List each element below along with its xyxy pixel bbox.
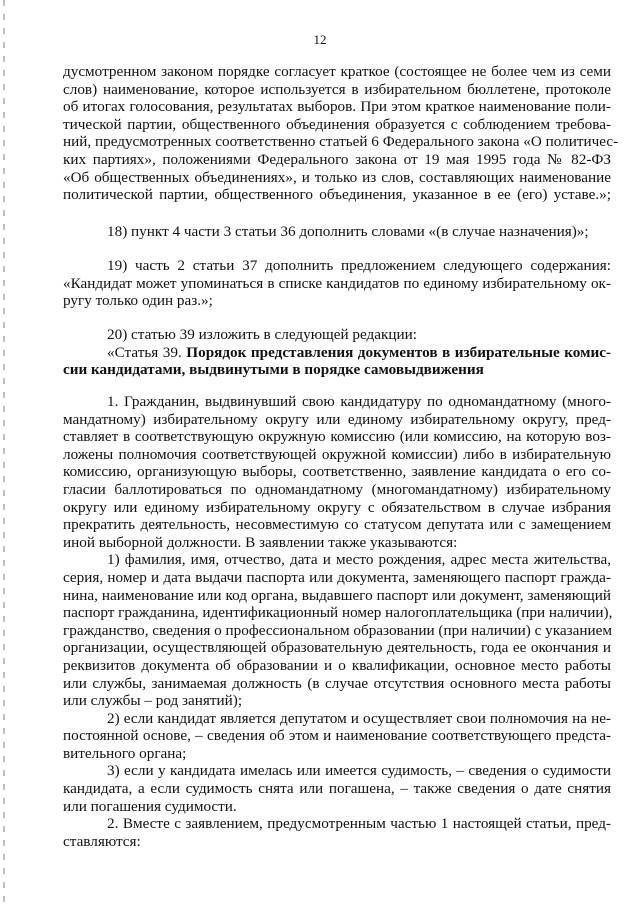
text-line: иной выборной должности. В заявлении также указываются:	[63, 533, 458, 551]
text-line: 1) фамилия, имя, отчество, дата и место рождения, адрес места жительства,	[107, 551, 611, 569]
text-line: об итогах голосования, результатах выборов. При этом краткое наименование поли-	[63, 98, 611, 116]
text-line: паспорт гражданина, идентификационный номер налогоплательщика (при наличии),	[63, 604, 613, 622]
text-line: мандатному) избирательному округу или единому избирательному округу, пред-	[63, 410, 611, 428]
article-heading-line	[63, 361, 611, 379]
amendment-item-19	[63, 257, 611, 310]
article-label: «Статья 39.	[107, 343, 187, 361]
text-line: 20) статью 39 изложить в следующей редакции:	[107, 326, 417, 343]
text-line: нина, наименование или код органа, выдавшего паспорт или документ, заменяющий	[63, 586, 611, 604]
scan-edge-mark	[3, 0, 5, 905]
text-line: прекратить деятельность, несовместимую со статусом депутата или с замещением	[63, 516, 611, 534]
text-line: или службы, занимаемая должность (в случае отсутствия основного места работы	[63, 674, 611, 692]
text-line: слов) наименование, которое используется в избирательном бюллетене, протоколе	[63, 80, 611, 98]
text-line: «Об общественных объединениях», и только из слов, составляющих наименование	[63, 168, 611, 186]
text-line: комиссию, организующую выборы, соответственно, заявление кандидата о его со-	[63, 463, 611, 481]
text-line: реквизитов документа об образовании и о квалификации, основное место работы	[63, 656, 611, 674]
text-line: или службы – род занятий);	[63, 692, 243, 710]
text-line: ругу только один раз.»;	[63, 292, 213, 310]
text-line: ких партиях», положениями Федерального закона от 19 мая 1995 года № 82-ФЗ	[63, 150, 611, 168]
text-line: 1. Гражданин, выдвинувший свою кандидатуру по одномандатному (много-	[107, 393, 611, 410]
text-line: политической партии, общественного объединения, указанное в ее (его) уставе.»;	[63, 186, 611, 204]
article-body	[63, 393, 611, 850]
text-line: 19) часть 2 статьи 37 дополнить предложением следующего содержания:	[107, 257, 611, 274]
text-line: гражданство, сведения о профессиональном образовании (при наличии) с указанием	[63, 621, 612, 639]
text-line: или погашения судимости.	[63, 797, 237, 815]
text-line: «Кандидат может упоминаться в списке кандидатов по единому избирательному ок-	[63, 274, 611, 292]
text-line: дусмотренном законом порядке согласует краткое (состоящее не более чем из семи	[63, 63, 611, 80]
text-line: 18) пункт 4 части 3 статьи 36 дополнить словами «(в случае назначения)»;	[107, 223, 589, 240]
text-line: ставляются:	[63, 832, 141, 850]
text-line: 2. Вместе с заявлением, предусмотренным частью 1 настоящей статьи, пред-	[107, 815, 611, 833]
article-title: сии кандидатами, выдвинутыми в порядке самовыдвижения	[63, 361, 484, 379]
text-line: гласии баллотироваться по одномандатному (многомандатному) избирательному	[63, 480, 611, 498]
text-line: серия, номер и дата выдачи паспорта или документа, заменяющего паспорт гражда-	[63, 568, 611, 586]
page-number: 12	[313, 32, 327, 47]
text-line: ставляет в соответствующую окружную комиссию (или комиссию, на которую воз-	[63, 428, 611, 446]
article-heading-line	[63, 344, 611, 362]
amendment-item-18	[63, 223, 611, 241]
text-line: организации, осуществляющей образовательную деятельность, года ее окончания и	[63, 639, 611, 657]
text-line: ний, предусмотренных соответственно статьей 6 Федерального закона «О политичес-	[63, 133, 619, 151]
article-title: Порядок представления документов в избирательные комис-	[186, 343, 611, 361]
text-line: 3) если у кандидата имелась или имеется судимость, – сведения о судимости	[107, 762, 611, 780]
text-line: кандидата, а если судимость снята или погашена, – также сведения о дате снятия	[63, 780, 611, 798]
text-line: постоянной основе, – сведения об этом и наименование соответствующего предста-	[63, 727, 611, 745]
text-line: вительного органа;	[63, 744, 187, 762]
paragraph-continuation	[63, 63, 619, 204]
amendment-item-20	[63, 326, 611, 379]
text-line: тической партии, общественного объединения образуется с соблюдением требова-	[63, 115, 611, 133]
text-line: ложены полномочия соответствующей окружной комиссии) либо в избирательную	[63, 445, 611, 463]
text-line: 2) если кандидат является депутатом и осуществляет свои полномочия на не-	[107, 709, 611, 727]
text-line: округу или единому избирательному округу с обязательством в случае избрания	[63, 498, 611, 516]
